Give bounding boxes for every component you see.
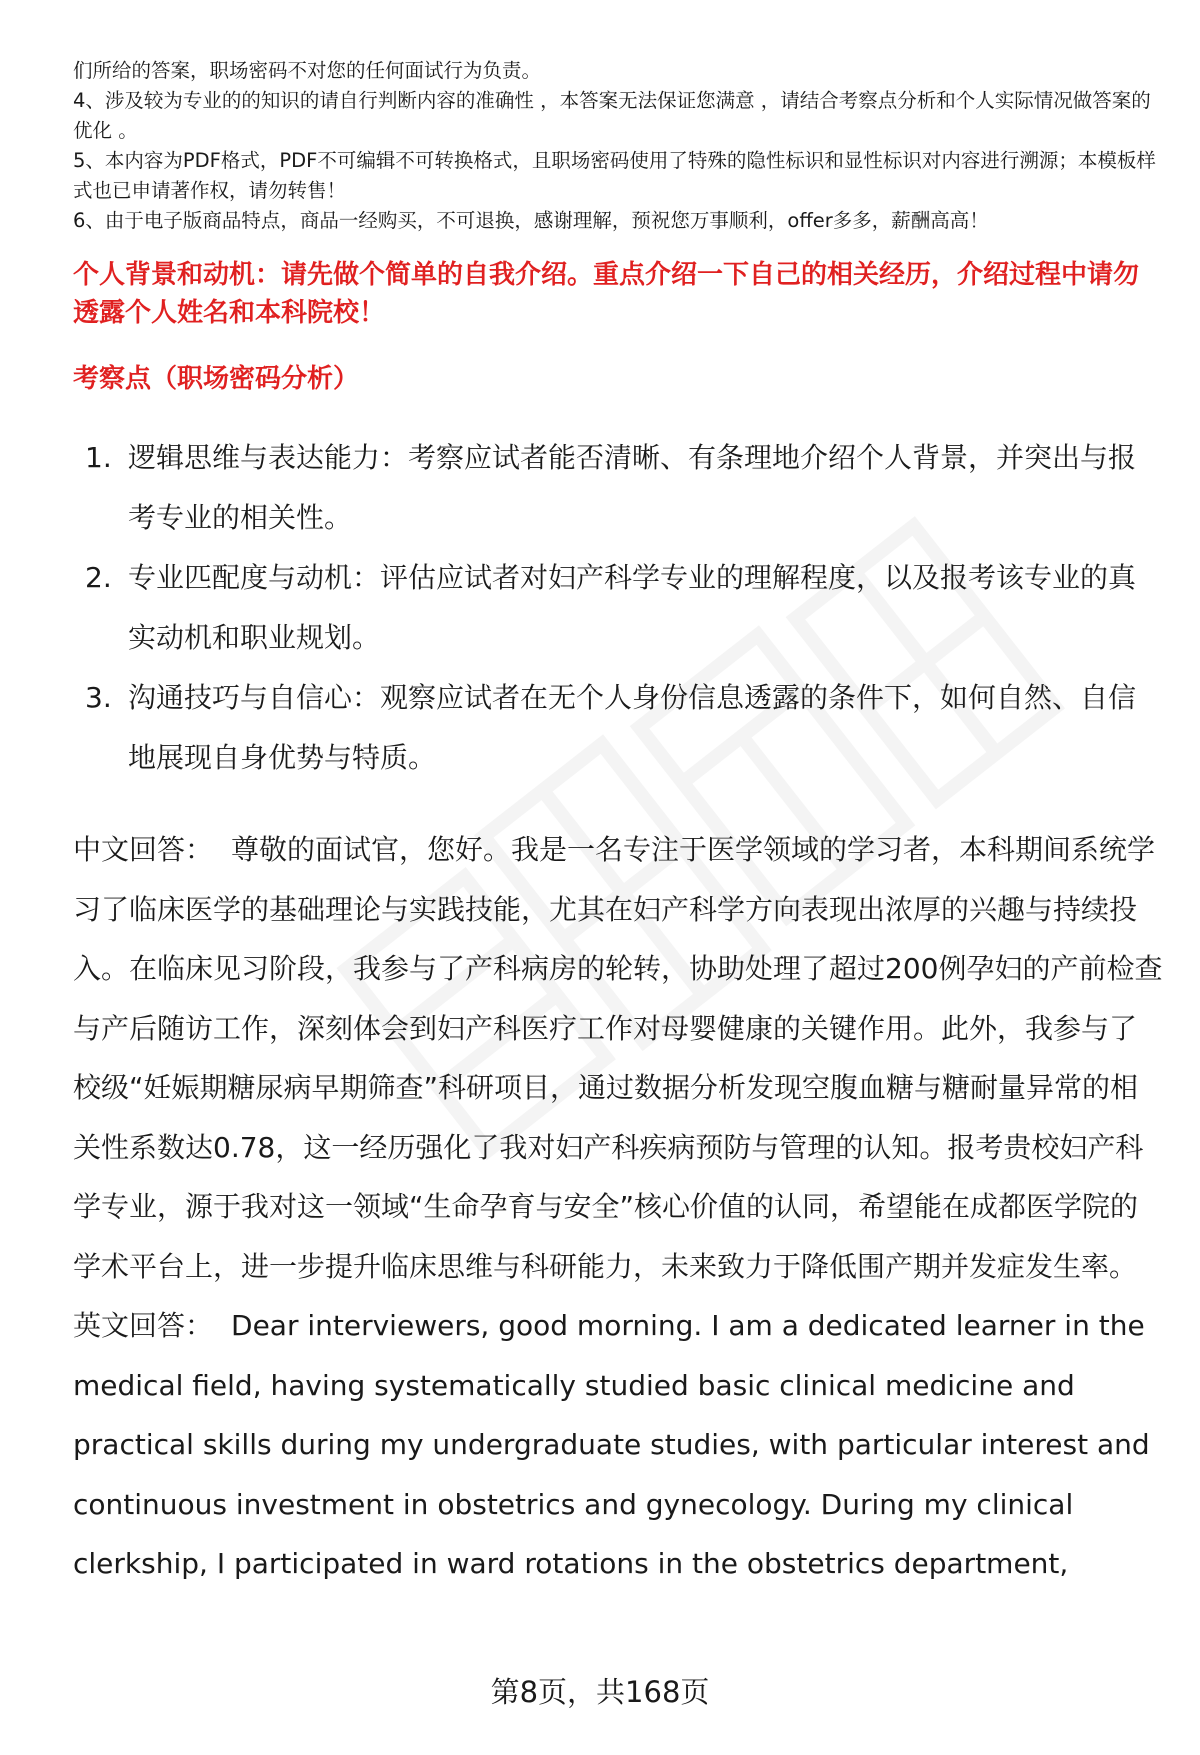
analysis-point (73, 548, 1163, 668)
notes-section (73, 56, 1163, 236)
point-number: 1. (85, 441, 112, 474)
analysis-point (73, 668, 1163, 788)
english-answer-label: 英文回答： (73, 1309, 214, 1342)
interview-question: 个人背景和动机：请先做个简单的自我介绍。重点介绍一下自己的相关经历，介绍过程中请勿透露个人姓名和本科院校！ (73, 260, 1140, 328)
document-body (73, 56, 1163, 1594)
point-text: 沟通技巧与自信心：观察应试者在无个人身份信息透露的条件下，如何自然、自信地展现自身优势与特质。 (128, 681, 1137, 774)
english-answer (73, 1296, 1163, 1594)
note-line: 6、由于电子版商品特点，商品一经购买，不可退换，感谢理解，预祝您万事顺利，offer多多，薪酬高高！ (73, 209, 989, 232)
chinese-answer (73, 820, 1163, 1296)
chinese-answer-text: 尊敬的面试官，您好。我是一名专注于医学领域的学习者，本科期间系统学习了临床医学的基础理论与实践技能，尤其在妇产科学方向表现出浓厚的兴趣与持续投入。在临床见习阶段，我参与了产科病房的轮转，协助处理了超过200例孕妇的产前检查与产后随访工作，深刻体会到妇产科医疗工作对母婴健康的关键作用。此外，我参与了校级“妊娠期糖尿病早期筛查”科研项目，通过数据分析发现空腹血糖与糖耐量异常的相关性系数达0.78，这一经历强化了我对妇产科疾病预防与管理的认知。报考贵校妇产科学专业，源于我对这一领域“生命孕育与安全”核心价值的认同，希望能在成都医学院的学术平台上，进一步提升临床思维与科研能力，未来致力于降低围产期并发症发生率。 (73, 833, 1163, 1283)
point-number: 2. (85, 561, 112, 594)
analysis-point (73, 428, 1163, 548)
note-line: 5、本内容为PDF格式，PDF不可编辑不可转换格式，且职场密码使用了特殊的隐性标识和显性标识对内容进行溯源；本模板样式也已申请著作权，请勿转售！ (73, 149, 1156, 202)
chinese-answer-label: 中文回答： (73, 833, 214, 866)
point-text: 逻辑思维与表达能力：考察应试者能否清晰、有条理地介绍个人背景，并突出与报考专业的相关性。 (128, 441, 1137, 534)
page-number-footer: 第8页，共168页 (490, 1675, 710, 1709)
point-text: 专业匹配度与动机：评估应试者对妇产科学专业的理解程度，以及报考该专业的真实动机和职业规划。 (128, 561, 1137, 654)
note-line: 们所给的答案，职场密码不对您的任何面试行为负责。 (73, 59, 542, 82)
analysis-heading: 考察点（职场密码分析） (73, 364, 360, 394)
english-answer-text: Dear interviewers, good morning. I am a dedicated learner in the medical field, having systematically studied basic clinical medicine and practical skills during my undergraduate studies, with particular interest and continuous investment in obstetrics and gynecology. During my clinical clerkship, I participated in ward rotations in the obstetrics department, (73, 1309, 1150, 1580)
note-line: 4、涉及较为专业的的知识的请自行判断内容的准确性 ，本答案无法保证您满意 ，请结合考察点分析和个人实际情况做答案的优化 。 (73, 89, 1151, 142)
analysis-points-list (73, 428, 1163, 788)
point-number: 3. (85, 681, 112, 714)
